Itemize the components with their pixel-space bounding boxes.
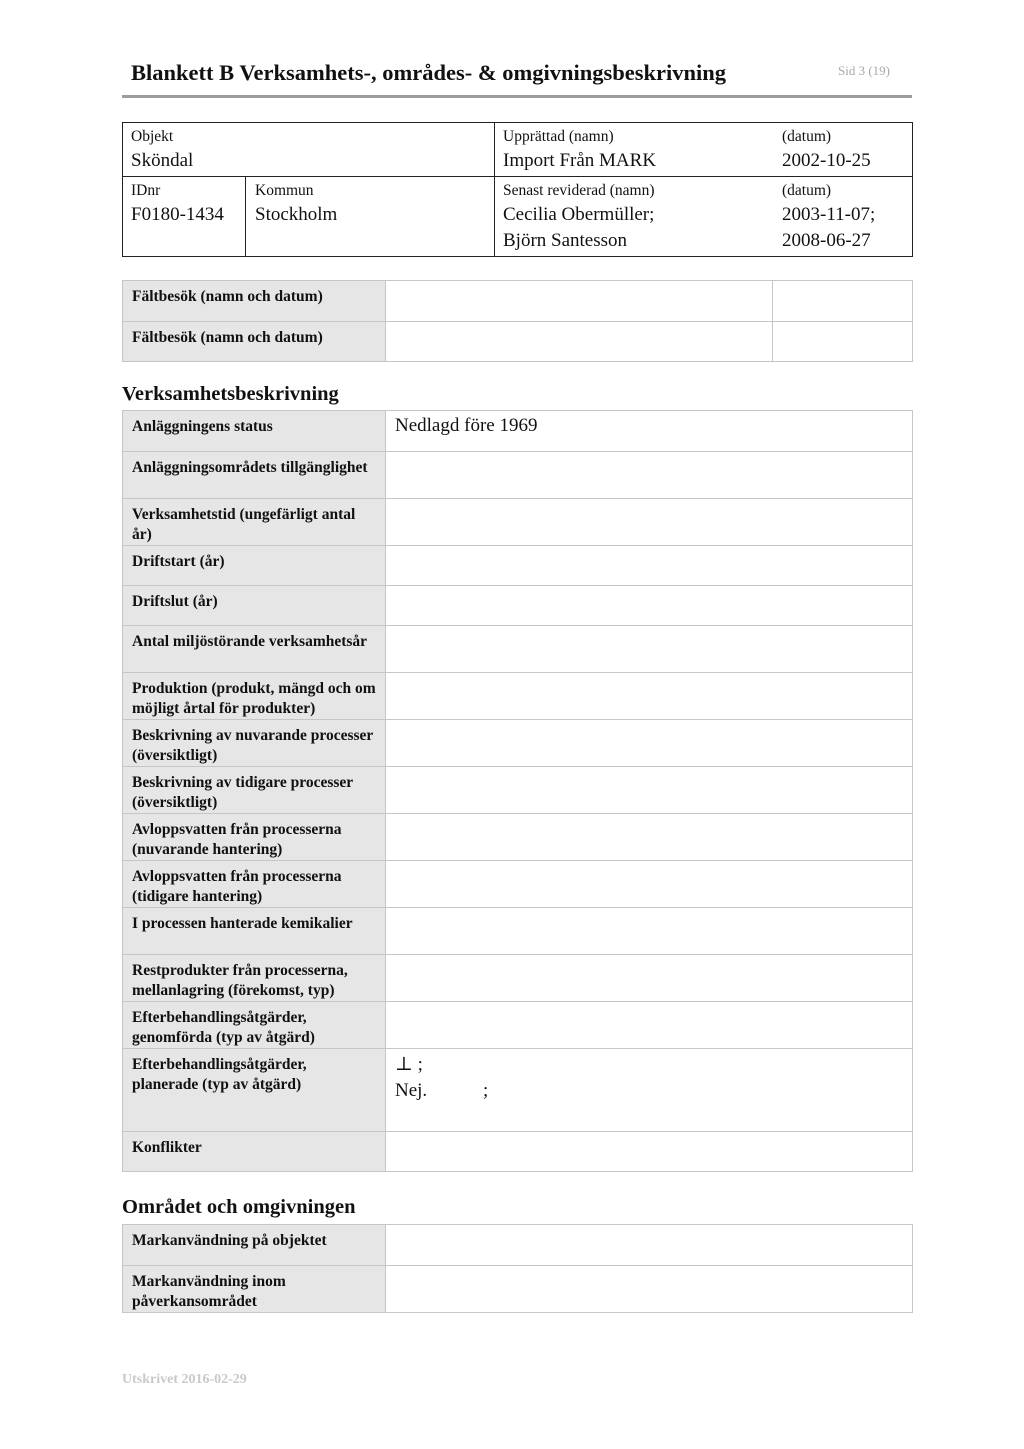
field-label: Anläggningens status [123,411,386,451]
field-value [386,720,912,766]
upprattad-value: Import Från MARK [503,150,657,171]
omrade-table [122,1224,913,1313]
planned-measures-separator: ; [483,1080,489,1101]
field-value [386,499,912,545]
field-value [386,1002,912,1048]
reviderad-label: Senast reviderad (namn) [503,182,655,199]
field-label: Driftstart (år) [123,546,386,585]
field-value [386,586,912,625]
field-label: Anläggningsområdets tillgänglighet [123,452,386,498]
table-row [123,411,912,451]
field-label: Efterbehandlingsåtgärder, genomförda (typ av åtgärd) [123,1002,386,1048]
table-row [123,498,912,545]
table-row [123,321,912,361]
field-label: Produktion (produkt, mängd och om möjligt årtal för produkter) [123,673,386,719]
table-row [123,625,912,672]
field-value [386,1266,912,1312]
table-row [123,281,912,321]
table-row [123,451,912,498]
table-row [123,719,912,766]
field-label: Avloppsvatten från processerna (nuvarande hantering) [123,814,386,860]
page-title: Blankett B Verksamhets-, områdes- & omgivningsbeskrivning [131,60,727,85]
table-row [123,813,912,860]
header-rule [122,95,912,98]
upprattad-datum-label: (datum) [782,128,832,145]
field-label: Driftslut (år) [123,586,386,625]
field-label: Beskrivning av nuvarande processer (översiktligt) [123,720,386,766]
idnr-value: F0180-1434 [131,204,224,225]
faltbesok-date-field[interactable] [773,281,912,321]
table-row [123,1131,912,1171]
faltbesok-table [122,280,913,362]
field-label: Efterbehandlingsåtgärder, planerade (typ av åtgärd) [123,1049,386,1131]
verksamhet-table [122,410,913,1172]
planned-measures-answer: Nej. [395,1080,428,1101]
divider [123,176,912,177]
print-date: Utskrivet 2016-02-29 [122,1372,247,1387]
table-row [123,672,912,719]
table-row [123,1048,912,1131]
page-number: Sid 3 (19) [838,63,890,78]
faltbesok-label: Fältbesök (namn och datum) [123,322,386,361]
divider [245,176,246,256]
field-value [386,673,912,719]
divider [494,123,495,256]
reviderad-name-1: Cecilia Obermüller; [503,204,655,225]
field-label: Verksamhetstid (ungefärligt antal år) [123,499,386,545]
upprattad-date: 2002-10-25 [782,150,871,171]
faltbesok-name-field[interactable] [386,322,773,361]
table-row [123,1265,912,1312]
table-row [123,860,912,907]
faltbesok-name-field[interactable] [386,281,773,321]
planned-measures-line-1: ⊥ ; [395,1054,423,1075]
objekt-label: Objekt [131,128,174,145]
table-row [123,766,912,813]
field-label: Markanvändning på objektet [123,1225,386,1265]
table-row [123,1225,912,1265]
field-label: Markanvändning inom påverkansområdet [123,1266,386,1312]
field-value [386,861,912,907]
field-value [386,814,912,860]
reviderad-date-1: 2003-11-07; [782,204,876,225]
faltbesok-date-field[interactable] [773,322,912,361]
section-heading-omrade: Området och omgivningen [122,1196,356,1218]
table-row [123,954,912,1001]
planned-measures-value [386,1049,912,1131]
field-value [386,1132,912,1171]
reviderad-date-2: 2008-06-27 [782,230,871,251]
table-row [123,907,912,954]
reviderad-name-2: Björn Santesson [503,230,628,251]
field-label: Beskrivning av tidigare processer (översiktligt) [123,767,386,813]
status-value: Nedlagd före 1969 [395,415,538,436]
field-value [386,546,912,585]
field-label: Restprodukter från processerna, mellanlagring (förekomst, typ) [123,955,386,1001]
faltbesok-label: Fältbesök (namn och datum) [123,281,386,321]
planned-measures-line-2 [395,1077,903,1105]
field-label: Konflikter [123,1132,386,1171]
field-value [386,955,912,1001]
object-info-box [122,122,913,257]
table-row [123,545,912,585]
upprattad-label: Upprättad (namn) [503,128,614,145]
field-label: Antal miljöstörande verksamhetsår [123,626,386,672]
field-value [386,1225,912,1265]
table-row [123,585,912,625]
field-label: Avloppsvatten från processerna (tidigare hantering) [123,861,386,907]
kommun-value: Stockholm [255,204,338,225]
field-value [386,452,912,498]
objekt-value: Sköndal [131,150,194,171]
field-value [386,767,912,813]
kommun-label: Kommun [255,182,314,199]
field-value [386,908,912,954]
idnr-label: IDnr [131,182,161,199]
reviderad-datum-label: (datum) [782,182,832,199]
section-heading-verksamhet: Verksamhetsbeskrivning [122,383,339,405]
field-value [386,626,912,672]
table-row [123,1001,912,1048]
field-label: I processen hanterade kemikalier [123,908,386,954]
